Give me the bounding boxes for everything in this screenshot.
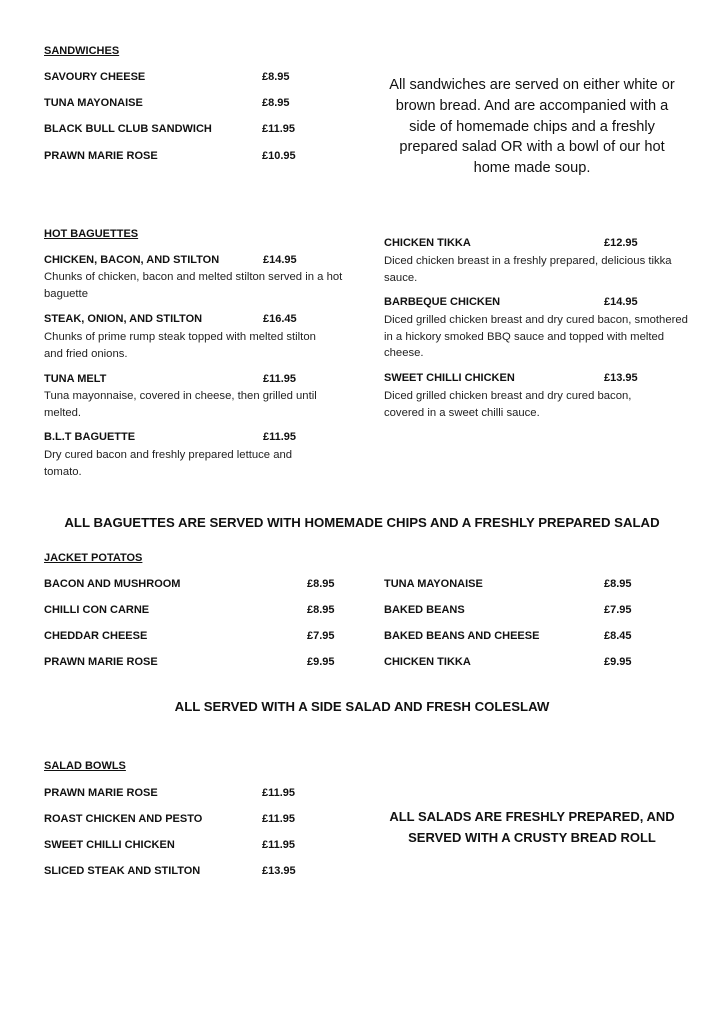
menu-item-price: £8.95: [604, 578, 632, 590]
menu-item-price: £16.45: [263, 313, 297, 325]
menu-item-description: Tuna mayonnaise, covered in cheese, then grilled until melted.: [44, 390, 317, 419]
menu-item-description: Diced chicken breast in a freshly prepared, delicious tikka sauce.: [384, 255, 672, 284]
menu-item-price: £11.95: [262, 839, 296, 851]
menu-item-name: ROAST CHICKEN AND PESTO: [44, 813, 203, 825]
menu-item-description: Diced grilled chicken breast and dry cured bacon, covered in a sweet chilli sauce.: [384, 390, 632, 419]
jackets-heading: JACKET POTATOS: [44, 552, 143, 564]
menu-item-name: PRAWN MARIE ROSE: [44, 656, 158, 668]
menu-item-name: BAKED BEANS AND CHEESE: [384, 630, 540, 642]
baguettes-heading: HOT BAGUETTES: [44, 228, 139, 240]
menu-item-price: £10.95: [262, 150, 296, 162]
menu-item-price: £11.95: [262, 787, 296, 799]
salads-heading: SALAD BOWLS: [44, 760, 126, 772]
salads-note: ALL SALADS ARE FRESHLY PREPARED, AND SERVED WITH A CRUSTY BREAD ROLL: [389, 809, 675, 845]
menu-item-price: £13.95: [262, 865, 296, 877]
menu-item-name: BAKED BEANS: [384, 604, 465, 616]
menu-item-description: Chunks of chicken, bacon and melted stilton served in a hot baguette: [44, 271, 343, 300]
baguettes-banner: ALL BAGUETTES ARE SERVED WITH HOMEMADE CHIPS AND A FRESHLY PREPARED SALAD: [64, 515, 660, 530]
menu-item-price: £11.95: [262, 813, 296, 825]
menu-item-name: PRAWN MARIE ROSE: [44, 787, 158, 799]
menu-item-name: BLACK BULL CLUB SANDWICH: [44, 123, 212, 135]
menu-item-price: £11.95: [262, 123, 296, 135]
menu-item-name: TUNA MELT: [44, 373, 107, 385]
menu-item-name: SWEET CHILLI CHICKEN: [384, 372, 515, 384]
menu-item-price: £8.45: [604, 630, 632, 642]
menu-item-description: Chunks of prime rump steak topped with melted stilton and fried onions.: [44, 331, 316, 360]
sandwiches-heading: SANDWICHES: [44, 45, 120, 57]
menu-item-name: CHICKEN TIKKA: [384, 656, 471, 668]
menu-item-price: £7.95: [307, 630, 335, 642]
jackets-banner: ALL SERVED WITH A SIDE SALAD AND FRESH COLESLAW: [174, 699, 550, 714]
menu-item-name: STEAK, ONION, AND STILTON: [44, 313, 203, 325]
menu-item-name: TUNA MAYONAISE: [384, 578, 483, 590]
menu-item-price: £14.95: [604, 296, 638, 308]
menu-item-price: £9.95: [604, 656, 632, 668]
menu-item-price: £8.95: [262, 71, 290, 83]
menu-item-price: £13.95: [604, 372, 638, 384]
menu-item-price: £7.95: [604, 604, 632, 616]
menu-item-name: CHEDDAR CHEESE: [44, 630, 148, 642]
menu-item-price: £8.95: [262, 97, 290, 109]
menu-item-name: SLICED STEAK AND STILTON: [44, 865, 201, 877]
menu-item-name: TUNA MAYONAISE: [44, 97, 143, 109]
menu-item-name: CHICKEN, BACON, AND STILTON: [44, 254, 220, 266]
menu-item-name: CHILLI CON CARNE: [44, 604, 150, 616]
menu-item-name: PRAWN MARIE ROSE: [44, 150, 158, 162]
menu-item-price: £11.95: [263, 373, 297, 385]
menu-item-name: CHICKEN TIKKA: [384, 237, 471, 249]
menu-item-price: £12.95: [604, 237, 638, 249]
menu-item-price: £14.95: [263, 254, 297, 266]
menu-item-description: Dry cured bacon and freshly prepared lettuce and tomato.: [44, 449, 293, 478]
sandwiches-note: All sandwiches are served on either white or brown bread. And are accompanied with a side of homemade chips and a freshly prepared salad OR with a bowl of our hot home made soup.: [389, 77, 675, 177]
menu-item-name: SAVOURY CHEESE: [44, 71, 146, 83]
menu-item-name: SWEET CHILLI CHICKEN: [44, 839, 175, 851]
menu-item-description: Diced grilled chicken breast and dry cured bacon, smothered in a hickory smoked BBQ sauce and topped with melted cheese.: [384, 314, 688, 359]
menu-item-price: £8.95: [307, 578, 335, 590]
menu-item-price: £9.95: [307, 656, 335, 668]
menu-item-price: £8.95: [307, 604, 335, 616]
menu-item-name: B.L.T BAGUETTE: [44, 431, 136, 443]
menu-item-price: £11.95: [263, 431, 297, 443]
menu-item-name: BARBEQUE CHICKEN: [384, 296, 501, 308]
menu-item-name: BACON AND MUSHROOM: [44, 578, 181, 590]
